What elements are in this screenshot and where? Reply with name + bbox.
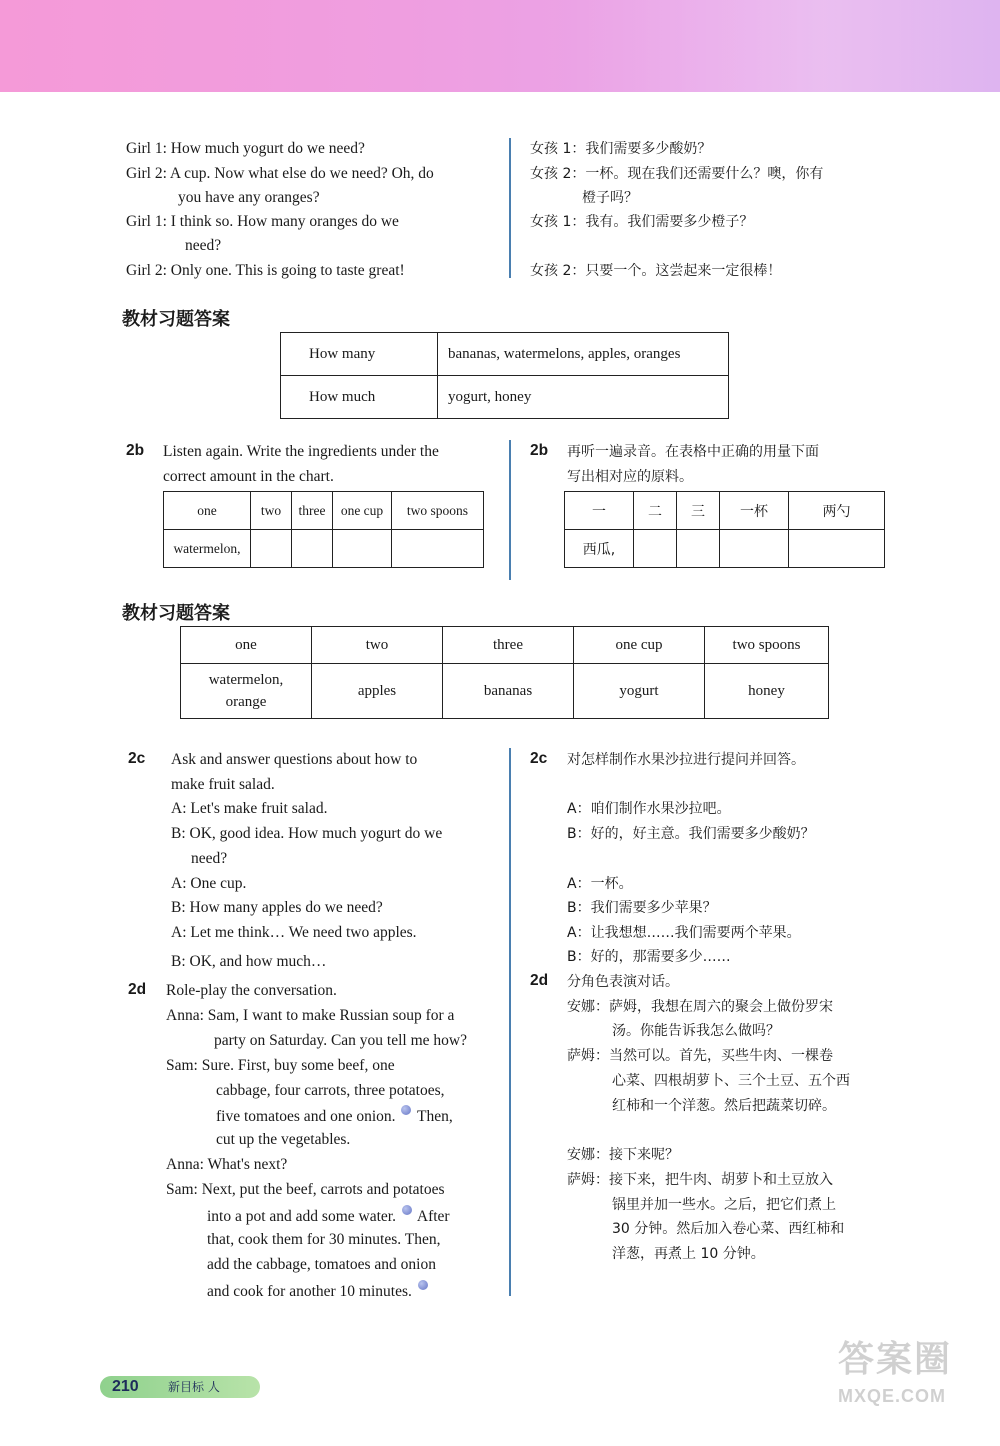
exercise-line: Sam: Next, put the beef, carrots and potatoes — [166, 1181, 445, 1198]
cell-line: watermelon, — [208, 672, 284, 688]
audio-marker-icon — [402, 1205, 412, 1215]
exercise-line: Sam: Sure. First, buy some beef, one — [166, 1057, 395, 1074]
table-cell: How much — [281, 376, 438, 419]
exercise-line: B: OK, and how much… — [171, 953, 327, 970]
instruction-line: correct amount in the chart. — [163, 468, 334, 485]
exercise-line-cn: 对怎样制作水果沙拉进行提问并回答。 — [567, 752, 805, 768]
exercise-line-cn: A：一杯。 — [567, 876, 633, 892]
exercise-line-cn: 心菜、四根胡萝卜、三个土豆、五个西 — [612, 1073, 850, 1089]
exercise-line-cn: B：好的，好主意。我们需要多少酸奶？ — [567, 826, 815, 842]
line-text: five tomatoes and one onion. — [216, 1108, 396, 1126]
exercise-line — [207, 1205, 450, 1227]
exercise-line: need? — [191, 850, 228, 867]
exercise-line: that, cook them for 30 minutes. Then, — [207, 1231, 441, 1248]
exercise-line: A: Let me think… We need two apples. — [171, 924, 417, 941]
table-cell: bananas, watermelons, apples, oranges — [438, 333, 729, 376]
exercise-line-cn: 30 分钟。然后加入卷心菜、西红柿和 — [612, 1221, 845, 1237]
table-header: three — [292, 492, 333, 530]
exercise-line — [216, 1105, 453, 1127]
exercise-line-cn: 萨姆：当然可以。首先，买些牛肉、一棵卷 — [567, 1048, 833, 1064]
exercise-line-cn: 安娜：接下来呢？ — [567, 1147, 679, 1163]
table-cell — [392, 530, 484, 568]
dialogue-line: Girl 2: A cup. Now what else do we need? Oh, do — [126, 165, 434, 182]
exercise-label: 2c — [128, 750, 146, 767]
table-header: 两勺 — [789, 492, 885, 530]
exercise-line: Ask and answer questions about how to — [171, 751, 418, 768]
instruction-line-cn: 写出相对应的原料。 — [567, 469, 693, 485]
exercise-line-cn: 红柿和一个洋葱。然后把蔬菜切碎。 — [612, 1098, 836, 1114]
series-label: 新目标 人 — [168, 1380, 220, 1394]
exercise-line: cabbage, four carrots, three potatoes, — [216, 1082, 445, 1099]
exercise-line: Role-play the conversation. — [166, 982, 337, 999]
instruction-line-cn: 再听一遍录音。在表格中正确的用量下面 — [567, 444, 819, 460]
exercise-line-cn: A：咱们制作水果沙拉吧。 — [567, 801, 731, 817]
dialogue-line: Girl 1: I think so. How many oranges do we — [126, 213, 399, 230]
dialogue-line: you have any oranges? — [178, 189, 320, 206]
table-cell — [181, 664, 312, 719]
watermark-logo-text: 答案圈 — [838, 1339, 953, 1380]
watermark-url: MXQE.COM — [838, 1386, 947, 1406]
table-header: one — [164, 492, 251, 530]
table-cell: honey — [705, 664, 829, 719]
table-cell: bananas — [443, 664, 574, 719]
exercise-line: party on Saturday. Can you tell me how? — [214, 1032, 467, 1049]
exercise-line: add the cabbage, tomatoes and onion — [207, 1256, 436, 1273]
exercise-line-cn: 锅里并加一些水。之后，把它们煮上 — [612, 1197, 836, 1213]
table-cell — [720, 530, 789, 568]
exercise-label: 2b — [126, 442, 145, 459]
exercise-line-cn: 汤。你能告诉我怎么做吗？ — [612, 1023, 780, 1039]
answer-table-how-many-much — [280, 332, 729, 419]
exercise-label: 2c — [530, 750, 548, 767]
dialogue-line-cn: 橙子吗？ — [582, 190, 638, 206]
exercise-line: A: Let's make fruit salad. — [171, 800, 328, 817]
audio-marker-icon — [401, 1105, 411, 1115]
page-number: 210 — [112, 1378, 139, 1395]
exercise-line: Anna: What's next? — [166, 1156, 288, 1173]
dialogue-line-cn: 女孩 2：一杯。现在我们还需要什么？噢，你有 — [530, 166, 824, 182]
table-header: 一 — [565, 492, 634, 530]
table-cell: apples — [312, 664, 443, 719]
table-cell: yogurt — [574, 664, 705, 719]
line-text: After — [416, 1208, 450, 1226]
exercise-line-cn: 分角色表演对话。 — [567, 974, 679, 990]
table-cell: watermelon, — [164, 530, 251, 568]
exercise-label: 2d — [128, 981, 147, 998]
dialogue-line: Girl 1: How much yogurt do we need? — [126, 140, 365, 157]
exercise-line: cut up the vegetables. — [216, 1131, 351, 1148]
exercise-label: 2b — [530, 442, 549, 459]
line-text: into a pot and add some water. — [207, 1208, 396, 1226]
table-header: 二 — [634, 492, 677, 530]
table-header: three — [443, 627, 574, 664]
table-cell — [677, 530, 720, 568]
line-text: Then, — [416, 1108, 453, 1126]
dialogue-line-cn: 女孩 2：只要一个。这尝起来一定很棒！ — [530, 263, 782, 279]
exercise-table-2b-cn — [564, 491, 885, 568]
line-text: and cook for another 10 minutes. — [207, 1283, 412, 1301]
exercise-line-cn: B：我们需要多少苹果？ — [567, 900, 717, 916]
exercise-line-cn: B：好的，那需要多少…… — [567, 949, 731, 965]
exercise-line-cn: 萨姆：接下来，把牛肉、胡萝卜和土豆放入 — [567, 1172, 833, 1188]
banner-shine — [560, 0, 1000, 92]
exercise-line: Anna: Sam, I want to make Russian soup for a — [166, 1007, 455, 1024]
answer-table-amounts — [180, 626, 829, 719]
dialogue-line: need? — [185, 237, 222, 254]
exercise-line — [207, 1280, 430, 1302]
table-cell: yogurt, honey — [438, 376, 729, 419]
exercise-line: make fruit salad. — [171, 776, 275, 793]
instruction-line: Listen again. Write the ingredients under the — [163, 443, 439, 460]
table-header: one cup — [574, 627, 705, 664]
dialogue-line-cn: 女孩 1：我有。我们需要多少橙子？ — [530, 214, 754, 230]
watermark — [838, 1336, 968, 1426]
dialogue-line-cn: 女孩 1：我们需要多少酸奶？ — [530, 141, 712, 157]
table-cell — [634, 530, 677, 568]
column-divider-bottom — [509, 748, 511, 1296]
exercise-table-2b — [163, 491, 484, 568]
table-cell — [251, 530, 292, 568]
table-cell: 西瓜, — [565, 530, 634, 568]
exercise-label: 2d — [530, 972, 549, 989]
column-divider-top — [509, 138, 511, 278]
table-cell: How many — [281, 333, 438, 376]
table-cell — [292, 530, 333, 568]
column-divider-2b — [509, 440, 511, 580]
table-header: two — [251, 492, 292, 530]
exercise-line: A: One cup. — [171, 875, 247, 892]
table-header: two spoons — [705, 627, 829, 664]
exercise-line-cn: 安娜：萨姆，我想在周六的聚会上做份罗宋 — [567, 999, 833, 1015]
answers-heading: 教材习题答案 — [122, 309, 230, 330]
table-header: 一杯 — [720, 492, 789, 530]
table-header: two spoons — [392, 492, 484, 530]
exercise-line-cn: A：让我想想……我们需要两个苹果。 — [567, 925, 801, 941]
cell-line: orange — [225, 694, 267, 710]
audio-marker-icon — [418, 1280, 428, 1290]
table-header: 三 — [677, 492, 720, 530]
answers-heading: 教材习题答案 — [122, 603, 230, 624]
header-banner — [0, 0, 1000, 92]
table-cell — [789, 530, 885, 568]
exercise-line: B: OK, good idea. How much yogurt do we — [171, 825, 443, 842]
exercise-line-cn: 洋葱，再煮上 10 分钟。 — [612, 1246, 765, 1262]
table-header: one cup — [333, 492, 392, 530]
dialogue-line: Girl 2: Only one. This is going to taste great! — [126, 262, 405, 279]
table-header: one — [181, 627, 312, 664]
table-header: two — [312, 627, 443, 664]
exercise-line: B: How many apples do we need? — [171, 899, 383, 916]
table-cell — [333, 530, 392, 568]
